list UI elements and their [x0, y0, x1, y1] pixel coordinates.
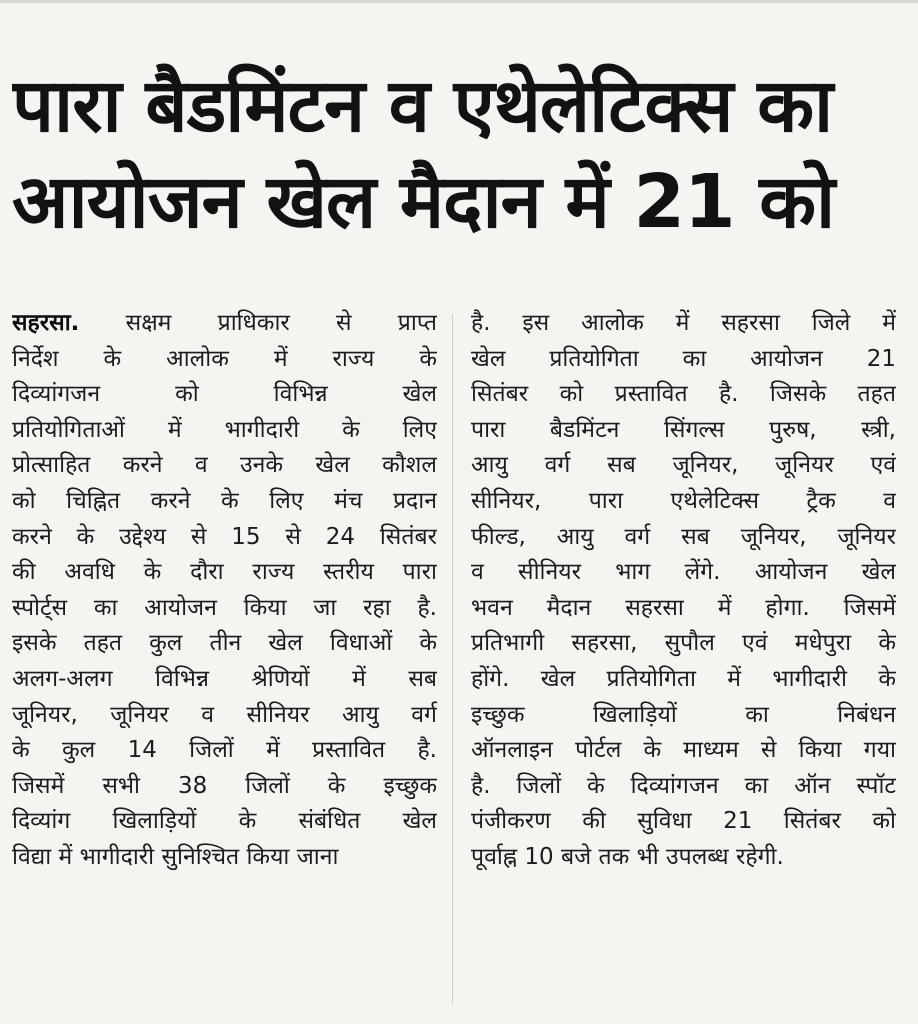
article-line: प्रतियोगिताओं में भागीदारी के लिए	[12, 416, 437, 443]
article-line: पंजीकरण की सुविधा 21 सितंबर को	[471, 808, 896, 835]
article-line	[12, 306, 437, 342]
article-column-left	[12, 306, 437, 876]
article-line: है. इस आलोक में सहरसा जिले में	[471, 310, 896, 336]
article-line: प्रतिभागी सहरसा, सुपौल एवं मधेपुरा के	[471, 630, 896, 657]
article-line: करने के उद्देश्य से 15 से 24 सितंबर	[12, 523, 437, 550]
top-border	[0, 0, 918, 3]
article-line: व सीनियर भाग लेंगे. आयोजन खेल	[471, 559, 896, 586]
article-line: के कुल 14 जिलों में प्रस्तावित है.	[12, 737, 437, 764]
article-line: विद्या में भागीदारी सुनिश्चित किया जाना	[12, 843, 339, 870]
article-line: सीनियर, पारा एथेलेटिक्स ट्रैक व	[471, 487, 896, 514]
headline-line-2: आयोजन खेल मैदान में 21 को	[12, 159, 835, 245]
article-line: अलग-अलग विभिन्न श्रेणियों में सब	[12, 665, 437, 692]
article-line: आयु वर्ग सब जूनियर, जूनियर एवं	[471, 452, 896, 479]
article-line: निर्देश के आलोक में राज्य के	[12, 345, 437, 372]
dateline: सहरसा.	[12, 310, 80, 336]
article-line: ऑनलाइन पोर्टल के माध्यम से किया गया	[471, 737, 896, 764]
article-line: की अवधि के दौरा राज्य स्तरीय पारा	[12, 559, 437, 586]
article-line: पारा बैडमिंटन सिंगल्स पुरुष, स्त्री,	[471, 416, 896, 443]
article-line-text: सक्षम प्राधिकार से प्राप्त	[125, 310, 437, 336]
article-line: इसके तहत कुल तीन खेल विधाओं के	[12, 630, 437, 657]
headline-line-1: पारा बैडमिंटन व एथेलेटिक्स का	[12, 63, 833, 149]
article-line: दिव्यांग खिलाड़ियों के संबंधित खेल	[12, 808, 437, 835]
article-line: जूनियर, जूनियर व सीनियर आयु वर्ग	[12, 701, 437, 728]
article-line: दिव्यांगजन को विभिन्न खेल	[12, 381, 437, 408]
article-line: फील्ड, आयु वर्ग सब जूनियर, जूनियर	[471, 523, 896, 550]
article-column-right	[471, 306, 896, 876]
article-line: होंगे. खेल प्रतियोगिता में भागीदारी के	[471, 665, 896, 692]
article-line: इच्छुक खिलाड़ियों का निबंधन	[471, 701, 896, 728]
article-line: को चिह्नित करने के लिए मंच प्रदान	[12, 487, 437, 514]
article-line: है. जिलों के दिव्यांगजन का ऑन स्पॉट	[471, 772, 896, 799]
article-line: खेल प्रतियोगिता का आयोजन 21	[471, 345, 896, 372]
headline	[12, 58, 908, 250]
article-line: पूर्वाह्न 10 बजे तक भी उपलब्ध रहेगी.	[471, 843, 784, 870]
article-line: जिसमें सभी 38 जिलों के इच्छुक	[12, 772, 437, 799]
article-line: सितंबर को प्रस्तावित है. जिसके तहत	[471, 381, 896, 408]
article-line: प्रोत्साहित करने व उनके खेल कौशल	[12, 452, 437, 479]
article-line: भवन मैदान सहरसा में होगा. जिसमें	[471, 594, 896, 621]
article-line: स्पोर्ट्स का आयोजन किया जा रहा है.	[12, 594, 437, 621]
column-divider	[452, 314, 453, 1004]
